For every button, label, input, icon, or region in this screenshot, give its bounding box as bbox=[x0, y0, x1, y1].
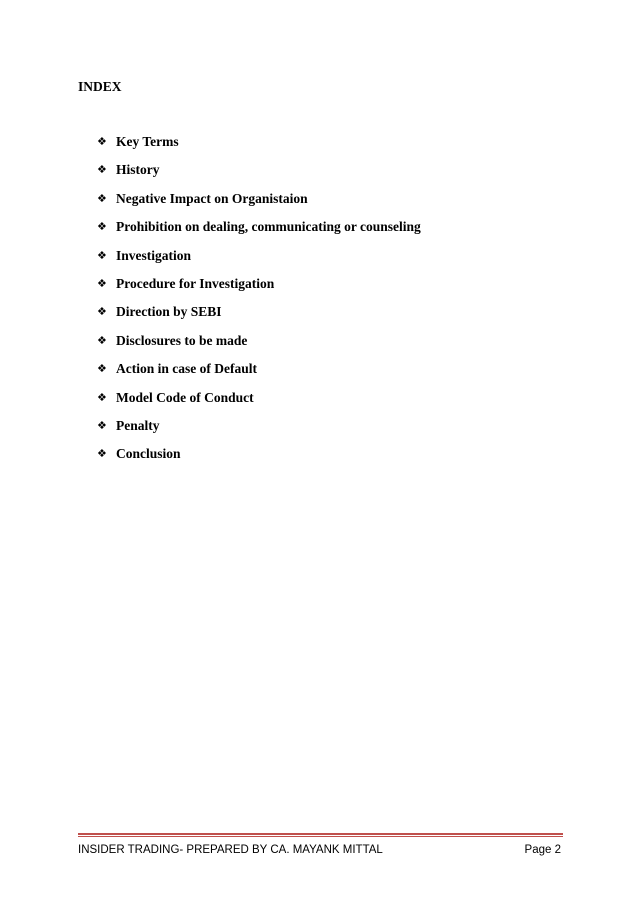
diamond-bullet-icon: ❖ bbox=[97, 220, 107, 234]
index-item-negative-impact bbox=[97, 191, 421, 219]
index-item-penalty bbox=[97, 418, 421, 446]
diamond-bullet-icon: ❖ bbox=[97, 191, 107, 205]
index-item-label: Conclusion bbox=[116, 446, 181, 462]
footer-row bbox=[78, 843, 563, 857]
diamond-bullet-icon: ❖ bbox=[97, 276, 107, 290]
footer-rule bbox=[78, 833, 563, 835]
page-footer bbox=[78, 833, 563, 857]
diamond-bullet-icon: ❖ bbox=[97, 248, 107, 262]
page-title: INDEX bbox=[78, 79, 122, 94]
diamond-bullet-icon: ❖ bbox=[97, 333, 107, 347]
diamond-bullet-icon: ❖ bbox=[97, 362, 107, 376]
index-item-procedure bbox=[97, 276, 421, 304]
diamond-bullet-icon: ❖ bbox=[97, 163, 107, 177]
index-item-label: Direction by SEBI bbox=[116, 304, 222, 320]
index-item-label: Investigation bbox=[116, 247, 192, 263]
diamond-bullet-icon: ❖ bbox=[97, 305, 107, 319]
diamond-bullet-icon: ❖ bbox=[97, 418, 107, 432]
footer-text: INSIDER TRADING- PREPARED BY CA. MAYANK MITTAL bbox=[78, 844, 383, 856]
index-item-direction-by-sebi bbox=[97, 304, 421, 332]
index-item-label: Disclosures to be made bbox=[116, 332, 248, 348]
diamond-bullet-icon: ❖ bbox=[97, 135, 107, 148]
diamond-bullet-icon: ❖ bbox=[97, 447, 107, 461]
index-item-label: Procedure for Investigation bbox=[116, 275, 275, 291]
index-item-history bbox=[97, 162, 421, 190]
index-item-key-terms bbox=[97, 134, 421, 162]
page-number: Page 2 bbox=[524, 844, 561, 856]
index-list bbox=[97, 134, 421, 475]
index-item-conclusion bbox=[97, 446, 421, 474]
index-item-action-default bbox=[97, 361, 421, 389]
index-item-prohibition bbox=[97, 219, 421, 247]
index-item-disclosures bbox=[97, 333, 421, 361]
index-item-model-code bbox=[97, 390, 421, 418]
index-item-investigation bbox=[97, 248, 421, 276]
index-item-label: Penalty bbox=[116, 417, 160, 433]
index-item-label: Action in case of Default bbox=[116, 361, 257, 377]
footer-rule-thin bbox=[78, 836, 563, 837]
index-item-label: Model Code of Conduct bbox=[116, 389, 254, 405]
index-item-label: History bbox=[116, 162, 160, 178]
index-item-label: Key Terms bbox=[116, 134, 179, 149]
diamond-bullet-icon: ❖ bbox=[97, 390, 107, 404]
index-item-label: Negative Impact on Organistaion bbox=[116, 190, 308, 206]
index-item-label: Prohibition on dealing, communicating or counseling bbox=[116, 219, 421, 235]
